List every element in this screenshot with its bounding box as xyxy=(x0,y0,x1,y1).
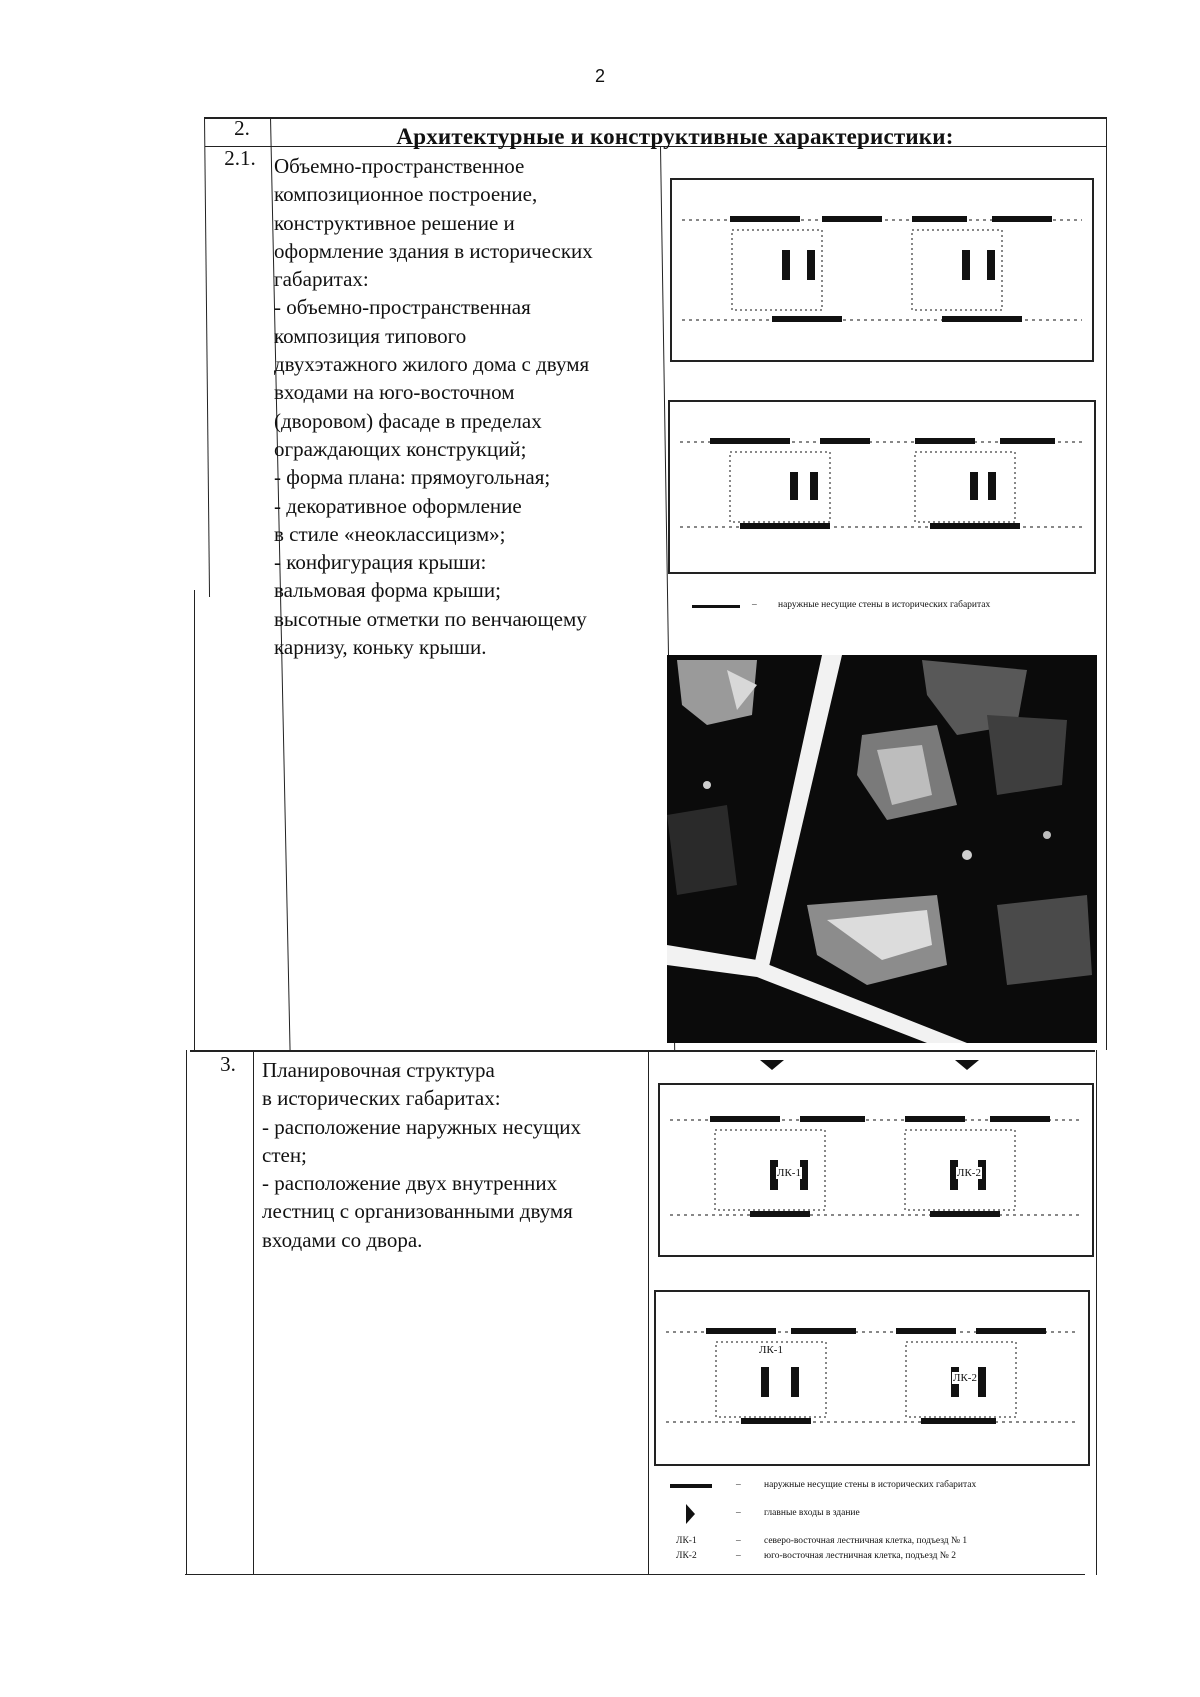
table-bottom-border xyxy=(185,1574,1085,1575)
header-number: 2. xyxy=(234,116,250,140)
entry-arrow-icon xyxy=(955,1060,979,1070)
legend-key-label: ЛК-1 xyxy=(676,1536,697,1546)
text-line: карнизу, коньку крыши. xyxy=(274,635,487,660)
text-line: конструктивное решение и xyxy=(274,210,515,235)
text-line: габаритах: xyxy=(274,267,369,292)
legend-row xyxy=(670,1536,1090,1550)
page-number: 2 xyxy=(594,66,605,86)
text-line: стен; xyxy=(262,1142,307,1167)
legend-dash: – xyxy=(736,1536,741,1546)
legend-row xyxy=(670,1504,1090,1526)
legend-text: северо-восточная лестничная клетка, подъезд № 1 xyxy=(764,1536,968,1546)
text-line: Планировочная структура xyxy=(262,1058,495,1082)
text-line: (дворовом) фасаде в пределах xyxy=(274,408,542,433)
text-line: входами на юго-восточном xyxy=(274,380,515,405)
entry-arrow-icon xyxy=(760,1060,784,1070)
entry-arrow-icon xyxy=(686,1504,695,1524)
text-line: Объемно-пространственное xyxy=(274,154,525,178)
text-line: вальмовая форма крыши; xyxy=(274,578,501,603)
plan-label-lk-2: ЛК-2 xyxy=(957,1167,981,1179)
table-col-divider-1-lower xyxy=(253,1050,254,1575)
floor-plan-drawing xyxy=(672,180,1092,360)
table-row-divider xyxy=(190,1050,1095,1052)
table-top-border xyxy=(205,117,1107,119)
text-line: оформление здания в исторических xyxy=(274,238,593,263)
floor-plan-3 xyxy=(658,1083,1094,1257)
table-left-border xyxy=(204,117,210,597)
legend-line-sample xyxy=(692,605,740,608)
legend-text: главные входы в здание xyxy=(764,1508,860,1518)
table-col-divider-2-lower xyxy=(648,1050,649,1575)
legend-line-sample xyxy=(670,1484,712,1488)
text-line: композиционное построение, xyxy=(274,182,538,207)
section-3-number: 3. xyxy=(220,1052,236,1076)
aerial-photo-drawing xyxy=(667,655,1097,1043)
legend-dash: – xyxy=(736,1508,741,1518)
table-left-border-mid xyxy=(194,590,195,1052)
floor-plan-drawing xyxy=(660,1085,1092,1255)
text-line: композиция типового xyxy=(274,323,467,348)
text-line: - расположение двух внутренних xyxy=(262,1171,558,1196)
text-line: двухэтажного жилого дома с двумя xyxy=(274,352,590,377)
legend-text: наружные несущие стены в исторических габаритах xyxy=(778,600,991,610)
text-line: лестниц с организованными двумя xyxy=(262,1199,573,1224)
text-line: - форма плана: прямоугольная; xyxy=(274,465,551,490)
header-title: Архитектурные и конструктивные характеристики: xyxy=(396,124,954,149)
section-2-1-text xyxy=(274,152,593,661)
section-3-text xyxy=(262,1056,581,1254)
plan-label-lk-2: ЛК-2 xyxy=(953,1372,977,1384)
legend-row xyxy=(670,1551,1090,1565)
table-left-border-lower xyxy=(186,1050,187,1575)
legend-text: наружные несущие стены в исторических габаритах xyxy=(764,1480,977,1490)
text-line: - объемно-пространственная xyxy=(274,295,531,320)
text-line: ограждающих конструкций; xyxy=(274,436,527,461)
legend-dash: – xyxy=(736,1551,741,1561)
legend-2-1 xyxy=(692,600,1092,616)
text-line: - расположение наружных несущих xyxy=(262,1114,582,1139)
table-right-border-lower xyxy=(1096,1050,1097,1575)
text-line: в исторических габаритах: xyxy=(262,1086,501,1111)
floor-plan-2 xyxy=(668,400,1096,574)
text-line: входами со двора. xyxy=(262,1227,423,1252)
aerial-photo xyxy=(667,655,1097,1043)
floor-plan-drawing xyxy=(656,1292,1088,1464)
floor-plan-4 xyxy=(654,1290,1090,1466)
plan-label-lk-1: ЛК-1 xyxy=(777,1167,801,1179)
plan-label-lk-1: ЛК-1 xyxy=(759,1344,783,1356)
floor-plan-drawing xyxy=(670,402,1094,572)
legend-3 xyxy=(670,1480,1090,1568)
legend-dash: – xyxy=(736,1480,741,1490)
legend-row xyxy=(670,1480,1090,1496)
text-line: - конфигурация крыши: xyxy=(274,550,487,575)
section-2-1-number: 2.1. xyxy=(224,146,256,170)
table-right-border xyxy=(1106,117,1107,1050)
text-line: - декоративное оформление xyxy=(274,493,522,518)
legend-text: юго-восточная лестничная клетка, подъезд № 2 xyxy=(764,1551,956,1561)
text-line: высотные отметки по венчающему xyxy=(274,606,587,631)
floor-plan-1 xyxy=(670,178,1094,362)
legend-dash: – xyxy=(752,600,757,610)
legend-key-label: ЛК-2 xyxy=(676,1551,697,1561)
text-line: в стиле «неоклассицизм»; xyxy=(274,521,506,546)
